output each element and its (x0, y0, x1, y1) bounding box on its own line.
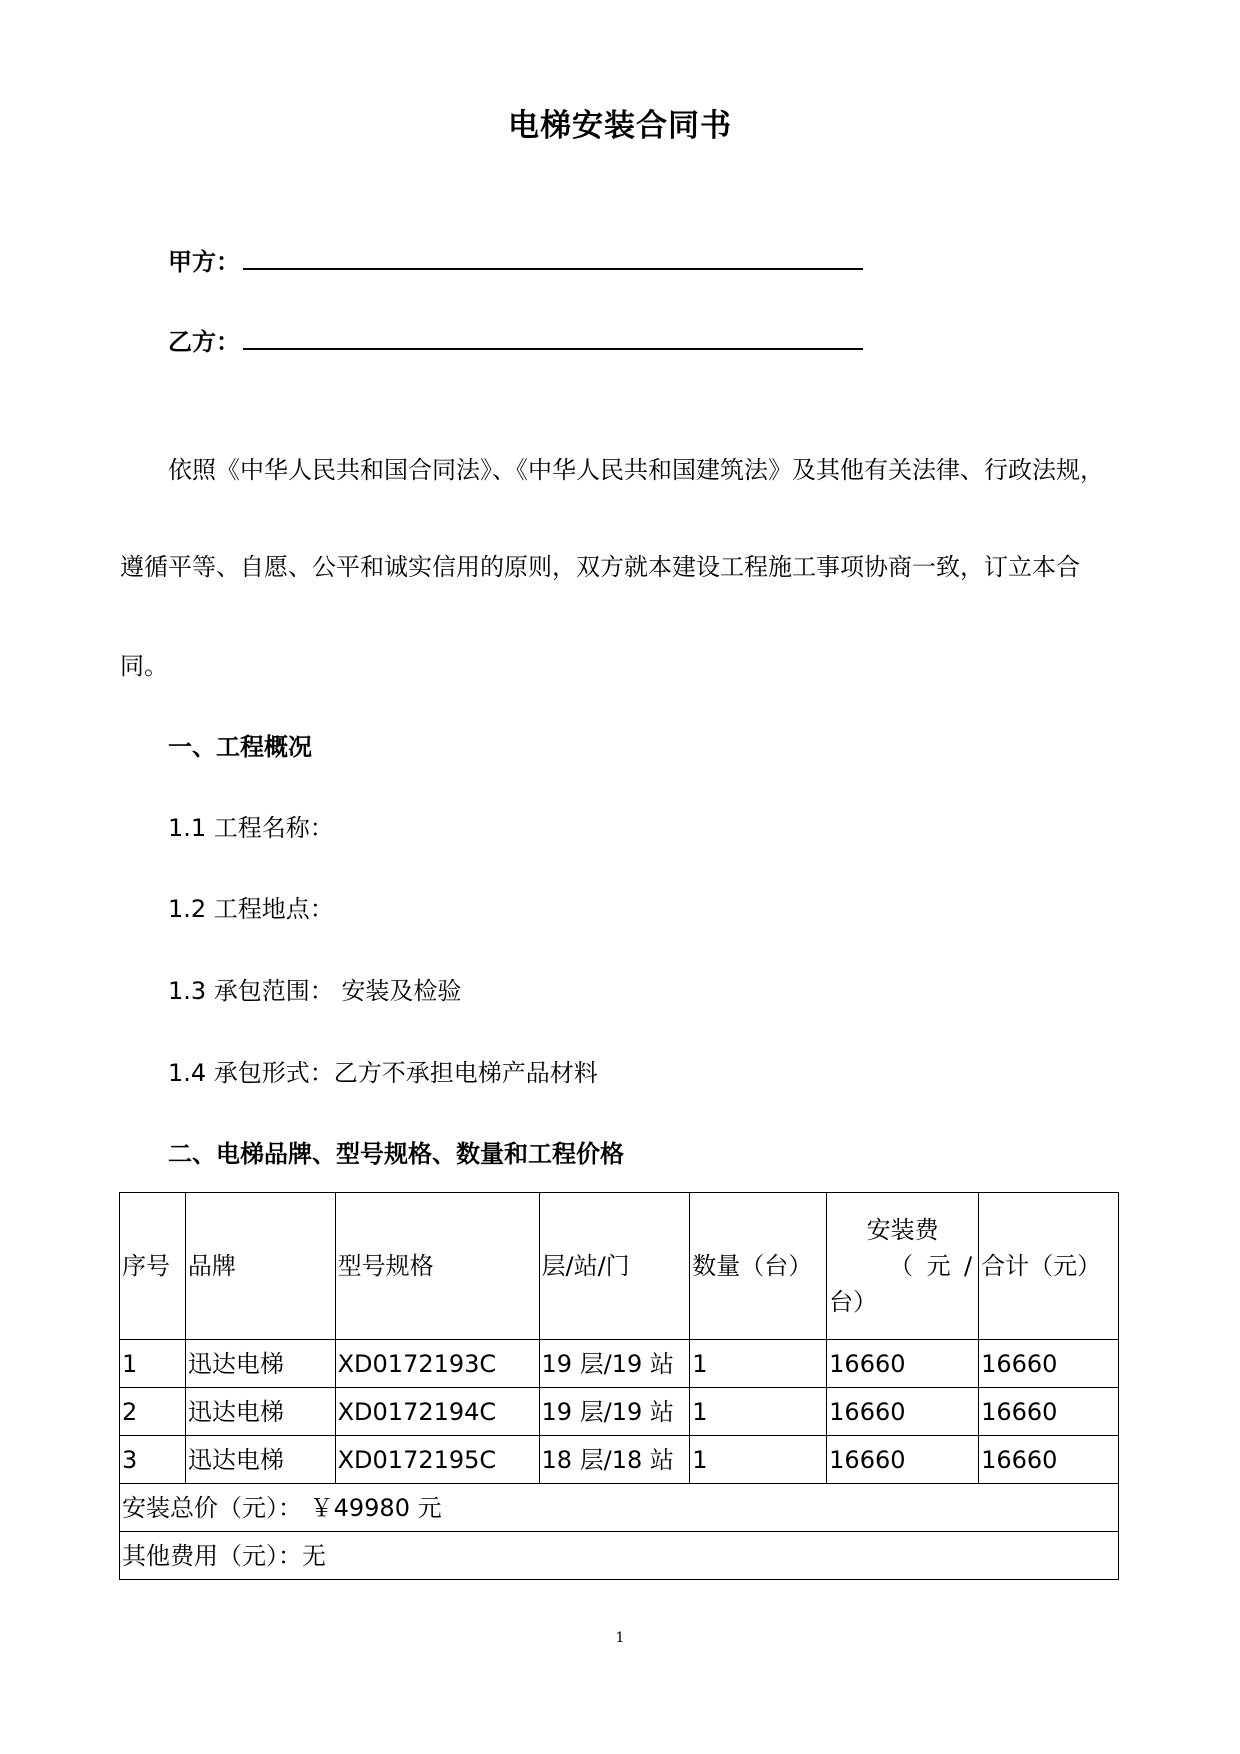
party-a-blank-line (243, 268, 863, 270)
row-brand: 迅达电梯 (185, 1388, 335, 1436)
item-1-2: 1.2 工程地点： (168, 895, 334, 923)
item-1-1: 1.1 工程名称： (168, 814, 334, 842)
install-total-price: 安装总价（元）： ￥49980 元 (120, 1484, 1119, 1532)
row-model: XD0172193C (335, 1340, 539, 1388)
other-fees: 其他费用（元）：无 (120, 1532, 1119, 1580)
header-brand: 品牌 (185, 1193, 335, 1340)
header-index: 序号 (120, 1193, 186, 1340)
row-floors: 19 层/19 站 (539, 1340, 690, 1388)
header-total: 合计（元） (979, 1193, 1119, 1340)
document-title: 电梯安装合同书 (508, 108, 732, 144)
price-table (119, 1192, 1119, 1580)
header-fee-paren: （ (889, 1252, 914, 1280)
row-quantity: 1 (690, 1388, 827, 1436)
row-model: XD0172194C (335, 1388, 539, 1436)
row-floors: 18 层/18 站 (539, 1436, 690, 1484)
header-fee-unit: 元 (926, 1252, 951, 1280)
row-brand: 迅达电梯 (185, 1340, 335, 1388)
header-fee-line-2 (829, 1245, 976, 1287)
party-b (168, 322, 240, 357)
party-b-label: 乙方： (168, 328, 240, 356)
item-1-3: 1.3 承包范围： 安装及检验 (168, 977, 462, 1005)
header-fee-slash: / (963, 1252, 973, 1280)
header-fee-line-1: 安装费 (866, 1216, 939, 1244)
row-total: 16660 (979, 1340, 1119, 1388)
row-brand: 迅达电梯 (185, 1436, 335, 1484)
section-2-heading: 二、电梯品牌、型号规格、数量和工程价格 (168, 1140, 624, 1168)
row-index: 3 (120, 1436, 186, 1484)
table-row (120, 1436, 1119, 1484)
row-floors: 19 层/19 站 (539, 1388, 690, 1436)
row-fee: 16660 (827, 1340, 979, 1388)
intro-line-2: 遵循平等、自愿、公平和诚实信用的原则，双方就本建设工程施工事项协商一致，订立本合 (120, 553, 1080, 581)
party-a (168, 242, 240, 277)
row-total: 16660 (979, 1436, 1119, 1484)
row-quantity: 1 (690, 1436, 827, 1484)
table-header-row (120, 1193, 1119, 1340)
page-number: 1 (615, 1630, 625, 1646)
table-total-row (120, 1484, 1119, 1532)
table-row (120, 1340, 1119, 1388)
header-quantity: 数量（台） (690, 1193, 827, 1340)
row-model: XD0172195C (335, 1436, 539, 1484)
row-index: 2 (120, 1388, 186, 1436)
party-b-blank-line (243, 348, 863, 350)
intro-line-3: 同。 (120, 652, 168, 680)
header-model: 型号规格 (335, 1193, 539, 1340)
header-fee-line-3: 台） (829, 1288, 878, 1316)
intro-line-1: 依照《中华人民共和国合同法》、《中华人民共和国建筑法》及其他有关法律、行政法规， (168, 456, 1104, 484)
row-quantity: 1 (690, 1340, 827, 1388)
item-1-4: 1.4 承包形式：乙方不承担电梯产品材料 (168, 1059, 598, 1087)
table-other-fees-row (120, 1532, 1119, 1580)
row-index: 1 (120, 1340, 186, 1388)
party-a-label: 甲方： (168, 248, 240, 276)
row-fee: 16660 (827, 1436, 979, 1484)
table-row (120, 1388, 1119, 1436)
row-total: 16660 (979, 1388, 1119, 1436)
section-1-heading: 一、工程概况 (168, 733, 312, 761)
row-fee: 16660 (827, 1388, 979, 1436)
header-floors: 层/站/门 (539, 1193, 690, 1340)
header-install-fee (827, 1193, 979, 1340)
